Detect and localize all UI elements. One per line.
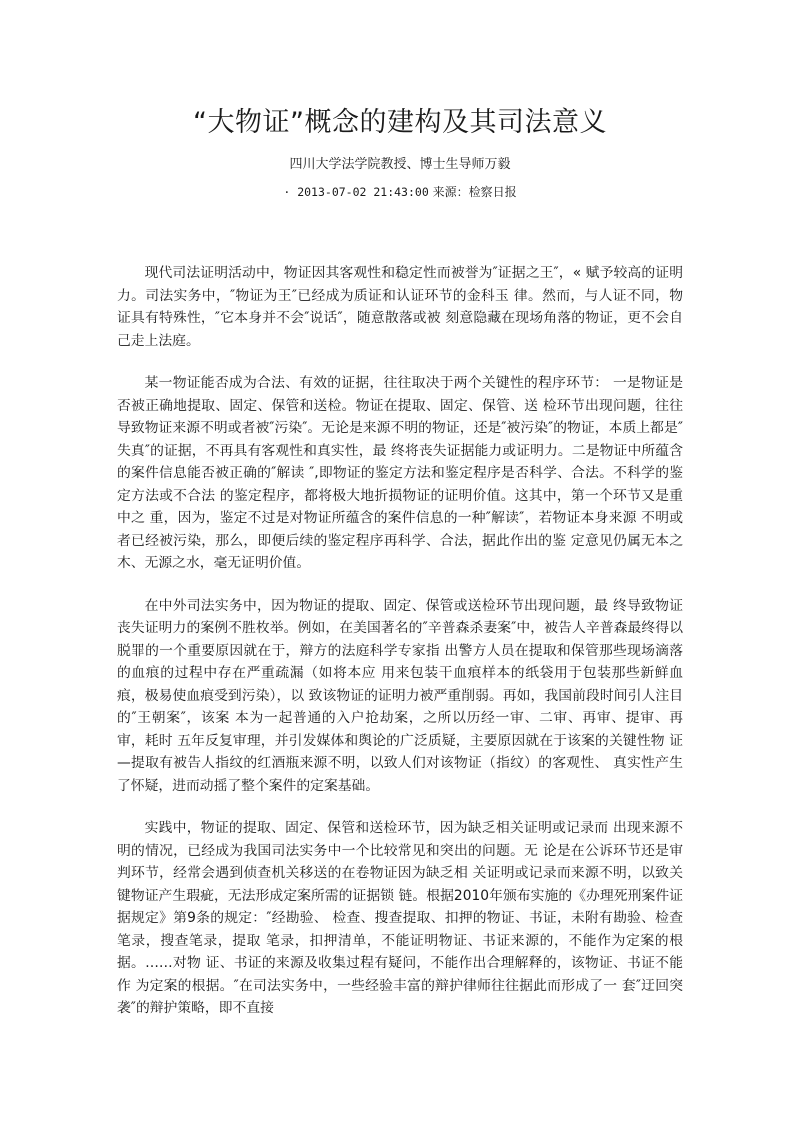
paragraph-1: 现代司法证明活动中，物证因其客观性和稳定性而被誉为″证据之王″，« 赋予较高的证明力。司法实务中，″物证为王″已经成为质证和认证环节的金科玉 律。然而，与人证不同，物证具有特殊性，″它本身并不会″说话″，随意散落或被 刻意隐藏在现场角落的物证，更不会自己走上法庭。 xyxy=(117,265,683,349)
paragraph-2: 某一物证能否成为合法、有效的证据，往往取决于两个关键性的程序环节： 一是物证是否被正确地提取、固定、保管和送检。物证在提取、固定、保管、送 检环节出现问题，往往导致物证来源不明或者被″污染″。无论是来源不明的物证，还是″被污染″的物证，本质上都是″失真″的证据，不再具有客观性和真实性，最 终将丧失证据能力或证明力。二是物证中所蕴含的案件信息能否被正确的″解读 ″,即物证的鉴定方法和鉴定程序是否科学、合法。不科学的鉴定方法或不合法 的鉴定程序，都将极大地折损物证的证明价值。这其中，第一个环节又是重中之 重，因为，鉴定不过是对物证所蕴含的案件信息的一种″解读″，若物证本身来源 不明或者已经被污染，那么，即便后续的鉴定程序再科学、合法，据此作出的鉴 定意见仍属无本之木、无源之水，毫无证明价值。 xyxy=(117,375,683,571)
paragraph-3: 在中外司法实务中，因为物证的提取、固定、保管或送检环节出现问题，最 终导致物证丧失证明力的案例不胜枚举。例如，在美国著名的″辛普森杀妻案″中，被告人辛普森最终得以脱罪的一个重要原因就在于，辩方的法庭科学专家指 出警方人员在提取和保管那些现场滴落的血痕的过程中存在严重疏漏（如将本应 用来包装干血痕样本的纸袋用于包装那些新鲜血痕，极易使血痕受到污染），以 致该物证的证明力被严重削弱。再如，我国前段时间引人注目的″王朝案″，该案 本为一起普通的入户抢劫案，之所以历经一审、二审、再审、提审、再审，耗时 五年反复审理，并引发媒体和舆论的广泛质疑，主要原因就在于该案的关键性物 证—提取有被告人指纹的红酒瓶来源不明，以致人们对该物证（指纹）的客观性、 真实性产生了怀疑，进而动摇了整个案件的定案基础。 xyxy=(117,597,683,794)
article-body xyxy=(117,262,683,1040)
article-meta xyxy=(0,183,800,201)
article-date: · 2013-07-02 21:43:00 xyxy=(283,185,429,199)
source-label: 来源： xyxy=(432,185,469,199)
article-author: 四川大学法学院教授、博士生导师万毅 xyxy=(289,157,511,172)
paragraph-4: 实践中，物证的提取、固定、保管和送检环节，因为缺乏相关证明或记录而 出现来源不明的情况，已经成为我国司法实务中一个比较常见和突出的问题。无 论是在公诉环节还是审判环节，经常会遇到侦查机关移送的在卷物证因为缺乏相 关证明或记录而来源不明，以致关键物证产生瑕疵，无法形成定案所需的证据锁 链。根据2010年颁布实施的《办理死刑案件证据规定》第9条的规定：″经勘验、 检查、搜查提取、扣押的物证、书证，未附有勘验、检查笔录，搜查笔录，提取 笔录，扣押清单，不能证明物证、书证来源的，不能作为定案的根据。……对物 证、书证的来源及收集过程有疑问，不能作出合理解释的，该物证、书证不能作 为定案的根据。″在司法实务中，一些经验丰富的辩护律师往往据此而形成了一 套″迂回突袭″的辩护策略，即不直接 xyxy=(117,820,683,1016)
article-title: “大物证”概念的建构及其司法意义 xyxy=(193,107,607,138)
article-source: 检察日报 xyxy=(468,185,517,199)
